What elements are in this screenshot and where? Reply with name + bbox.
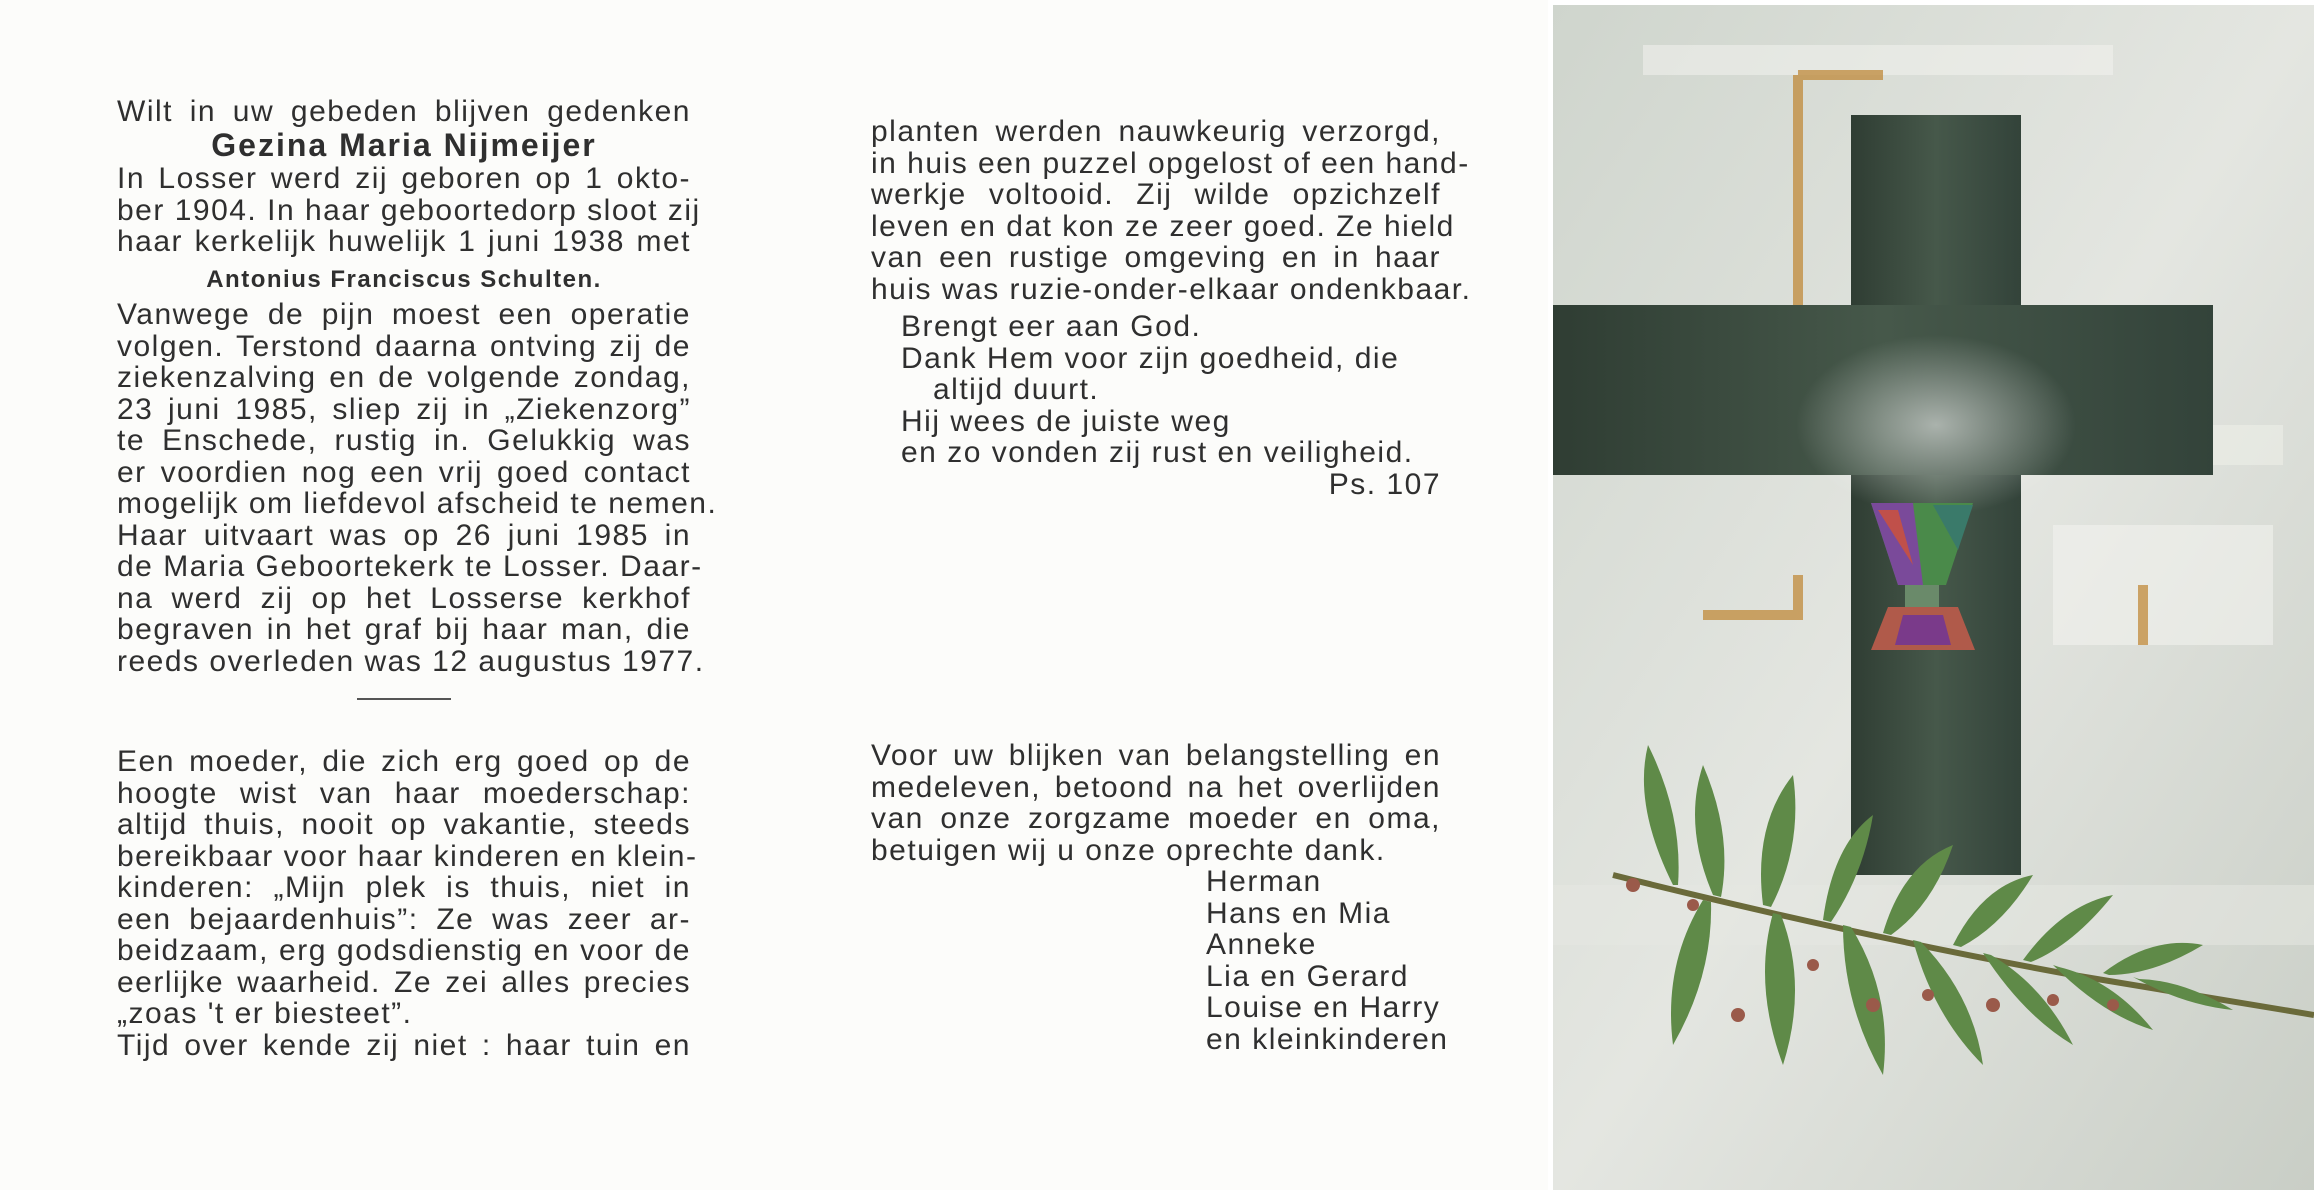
- text-line: huis was ruzie-onder-elkaar ondenkbaar.: [871, 272, 1472, 306]
- text-line: bereikbaar voor haar kinderen en klein-: [117, 839, 698, 873]
- text-line: hoogte wist van haar moederschap:: [117, 776, 691, 810]
- text-line: In Losser werd zij geboren op 1 okto-: [117, 162, 691, 195]
- spouse-name: Antonius Franciscus Schulten.: [206, 265, 602, 293]
- text-line: 23 juni 1985, sliep zij in „Ziekenzorg”: [117, 392, 691, 426]
- text-line: in huis een puzzel opgelost of een hand-: [871, 146, 1470, 180]
- text-line: eerlijke waarheid. Ze zei alles precies: [117, 965, 691, 999]
- intro-line: Wilt in uw gebeden blijven gedenken: [117, 95, 691, 128]
- text-line: begraven in het graf bij haar man, die: [117, 613, 691, 646]
- text-line: na werd zij op het Losserse kerkhof: [117, 581, 691, 615]
- text-line: haar kerkelijk huwelijk 1 juni 1938 met: [117, 225, 691, 258]
- text-line: Een moeder, die zich erg goed op de: [117, 745, 691, 778]
- text-line: „zoas 't er biesteet”.: [117, 997, 413, 1030]
- text-line: planten werden nauwkeurig verzorgd,: [871, 115, 1441, 148]
- text-line: Voor uw blijken van belangstelling en: [871, 739, 1441, 772]
- text-line: Tijd over kende zij niet : haar tuin en: [117, 1028, 691, 1062]
- text-line: een bejaardenhuis”: Ze was zeer ar-: [117, 902, 691, 936]
- deceased-name: Gezina Maria Nijmeijer: [211, 126, 597, 163]
- text-line: van onze zorgzame moeder en oma,: [871, 802, 1441, 835]
- text-line: Vanwege de pijn moest een operatie: [117, 298, 691, 331]
- text-line: beidzaam, erg godsdienstig en voor de: [117, 934, 691, 967]
- text-line: van een rustige omgeving en in haar: [871, 241, 1441, 274]
- text-line: medeleven, betoond na het overlijden: [871, 770, 1441, 804]
- text-line: ber 1904. In haar geboortedorp sloot zij: [117, 193, 701, 227]
- left-column: [117, 95, 718, 1062]
- text-line: ziekenzalving en de volgende zondag,: [117, 361, 691, 394]
- text-line: mogelijk om liefdevol afscheid te nemen.: [117, 487, 718, 520]
- family-member: Louise en Harry: [1206, 991, 1441, 1024]
- psalm-quote: [871, 311, 1441, 500]
- text-line: leven en dat kon ze zeer goed. Ze hield: [871, 209, 1455, 243]
- family-member: Anneke: [1206, 928, 1317, 961]
- text-line: reeds overleden was 12 augustus 1977.: [117, 644, 705, 678]
- text-line: volgen. Terstond daarna ontving zij de: [117, 329, 691, 363]
- family-member: Hans en Mia: [1206, 896, 1391, 930]
- family-member: en kleinkinderen: [1206, 1022, 1449, 1056]
- text-line: altijd thuis, nooit op vakantie, steeds: [117, 808, 691, 841]
- text-line: er voordien nog een vrij goed contact: [117, 455, 691, 489]
- psalm-reference: Ps. 107: [1328, 467, 1441, 501]
- text-line: kinderen: „Mijn plek is thuis, niet in: [117, 871, 691, 904]
- text-line: werkje voltooid. Zij wilde opzichzelf: [871, 178, 1441, 211]
- text-line: Haar uitvaart was op 26 juni 1985 in: [117, 518, 691, 552]
- psalm-line: Hij wees de juiste weg: [901, 404, 1231, 438]
- divider-rule: [357, 698, 451, 700]
- psalm-line: altijd duurt.: [933, 373, 1100, 406]
- text-line: betuigen wij u onze oprechte dank.: [871, 833, 1386, 867]
- text-line: de Maria Geboortekerk te Losser. Daar-: [117, 550, 703, 583]
- psalm-line: Brengt eer aan God.: [901, 310, 1202, 343]
- thanks-section: [871, 739, 1449, 1056]
- middle-column: [871, 115, 1472, 501]
- family-member: Lia en Gerard: [1206, 959, 1409, 993]
- psalm-line: Dank Hem voor zijn goedheid, die: [901, 341, 1400, 375]
- family-member: Herman: [1206, 865, 1322, 898]
- cross-illustration: [1553, 5, 2314, 1190]
- text-line: te Enschede, rustig in. Gelukkig was: [117, 424, 691, 457]
- family-signatures: [871, 865, 1449, 1056]
- psalm-line: en zo vonden zij rust en veiligheid.: [901, 436, 1414, 469]
